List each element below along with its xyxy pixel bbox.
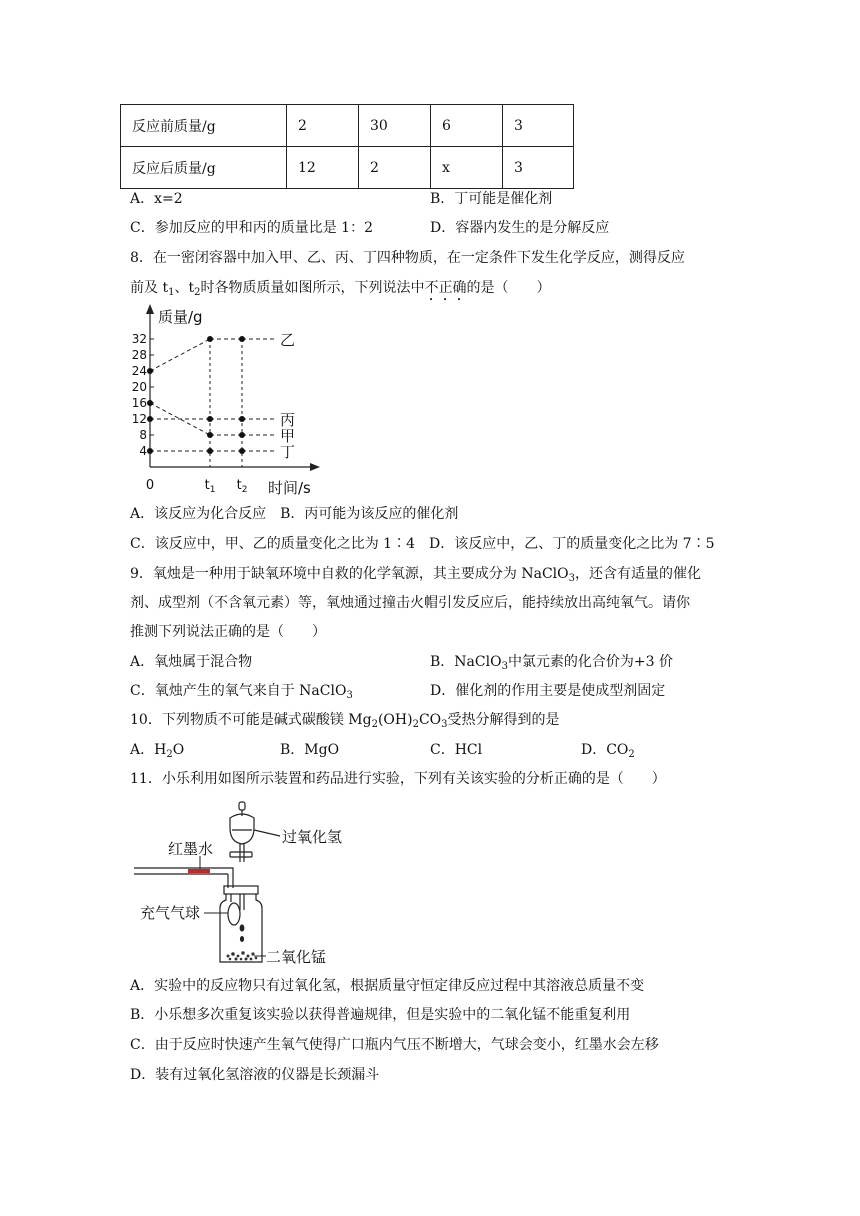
- red-ink-drop: [188, 869, 210, 873]
- y-tick-label: 28: [131, 348, 147, 362]
- y-tick-label: 8: [139, 428, 147, 442]
- data-point: [147, 368, 153, 374]
- q10-option-b: B．MgO: [280, 742, 340, 758]
- q8-option-ab: A．该反应为化合反应 B．丙可能为该反应的催化剂: [130, 506, 459, 522]
- mno2-powder: [227, 951, 258, 960]
- y-axis-label: 质量/g: [158, 308, 203, 326]
- q9-option-b: B．NaClO$_3$中氯元素的化合价为+3 价: [430, 654, 674, 672]
- q8-option-c: C．该反应中，甲、乙的质量变化之比为 1∶4: [130, 536, 415, 552]
- q9-option-a: A．氧烛属于混合物: [130, 654, 253, 670]
- y-axis-arrow: [146, 304, 154, 314]
- q7-option-b: B．丁可能是催化剂: [430, 191, 553, 207]
- horizontal-tube: [134, 868, 233, 888]
- emphasis-not-correct: 不正确: [424, 280, 467, 296]
- table-row: [121, 147, 574, 189]
- q11-option-d: D．装有过氧化氢溶液的仪器是长颈漏斗: [130, 1067, 380, 1083]
- y-tick-label: 12: [131, 412, 147, 426]
- h2o2-label: 过氧化氢: [282, 828, 343, 846]
- balloon-label: 充气气球: [140, 904, 201, 922]
- q7-option-a: A．x=2: [130, 191, 183, 207]
- q11-option-b: B．小乐想多次重复该实验以获得普遍规律，但是实验中的二氧化锰不能重复利用: [130, 1007, 631, 1023]
- q10-option-c: C．HCl: [430, 742, 483, 758]
- data-point: [207, 448, 213, 454]
- q11-stem: 11．小乐利用如图所示装置和药品进行实验，下列有关该实验的分析正确的是（ ）: [130, 771, 666, 787]
- y-tick-label: 4: [139, 444, 147, 458]
- table-cell: x: [431, 147, 503, 189]
- series-label-0: 乙: [280, 331, 296, 349]
- x-tick-label: $t_2$: [236, 478, 248, 495]
- y-tick-label: 24: [131, 364, 147, 378]
- q9-option-d: D．催化剂的作用主要是使成型剂固定: [430, 683, 666, 699]
- table-cell: 3: [503, 147, 574, 189]
- series-line: [150, 339, 210, 371]
- apparatus-figure: [130, 796, 350, 972]
- mno2-label: 二氧化锰: [266, 948, 327, 966]
- q7-option-c: C．参加反应的甲和丙的质量比是 1：2: [130, 220, 373, 236]
- table-cell: 反应前质量/g: [121, 105, 287, 147]
- data-point: [207, 432, 213, 438]
- data-point: [207, 336, 213, 342]
- q8-stem-line2: 前及 $t_1$、$t_2$时各物质质量如图所示，下列说法中不正确的是（ ）: [130, 280, 551, 298]
- q11-option-c: C．由于反应时快速产生氧气使得广口瓶内气压不断增大，气球会变小，红墨水会左移: [130, 1037, 659, 1053]
- q9-option-c: C．氧烛产生的氧气来自于 NaClO$_3$: [130, 683, 353, 701]
- data-point: [239, 448, 245, 454]
- data-point: [239, 336, 245, 342]
- y-tick-label: 20: [131, 380, 147, 394]
- q8-option-d: D．该反应中，乙、丁的质量变化之比为 7∶5: [429, 536, 715, 552]
- mass-time-chart: [130, 300, 350, 500]
- series-label-1: 丙: [280, 411, 296, 429]
- q9-stem-line3: 推测下列说法正确的是（ ）: [130, 624, 326, 640]
- x-tick-label: 0: [145, 478, 155, 493]
- data-point: [239, 432, 245, 438]
- data-point: [207, 416, 213, 422]
- x-tick-label: $t_1$: [204, 478, 216, 495]
- table-cell: 3: [503, 105, 574, 147]
- data-point: [239, 416, 245, 422]
- red-ink-label: 红墨水: [168, 840, 214, 858]
- wide-mouth-bottle: [220, 886, 262, 962]
- table-cell: 30: [359, 105, 431, 147]
- table-cell: 12: [287, 147, 359, 189]
- y-tick-label: 32: [131, 332, 147, 346]
- mass-table: [120, 104, 574, 189]
- separatory-funnel: [230, 802, 280, 862]
- q8-stem-line1: 8．在一密闭容器中加入甲、乙、丙、丁四种物质，在一定条件下发生化学反应，测得反应: [130, 250, 685, 266]
- q10-option-d: D．$CO_2$: [581, 742, 635, 760]
- table-row: [121, 105, 574, 147]
- table-cell: 6: [431, 105, 503, 147]
- q10-stem: 10．下列物质不可能是碱式碳酸镁 $Mg_2(OH)_2CO_3$受热分解得到的是: [130, 712, 560, 730]
- q9-stem-line1: 9．氧烛是一种用于缺氧环境中自救的化学氧源，其主要成分为 NaClO$_3$，还含有适量的催化: [130, 566, 701, 584]
- data-point: [147, 400, 153, 406]
- q10-option-a: A．$H_2O$: [130, 742, 185, 760]
- x-axis-arrow: [310, 463, 320, 471]
- q9-stem-line2: 剂、成型剂（不含氧元素）等，氧烛通过撞击火帽引发反应后，能持续放出高纯氧气。请你: [130, 595, 690, 611]
- q7-option-d: D．容器内发生的是分解反应: [430, 220, 610, 236]
- series-label-2: 甲: [280, 427, 296, 445]
- table-cell: 反应后质量/g: [121, 147, 287, 189]
- data-point: [147, 416, 153, 422]
- y-tick-label: 16: [131, 396, 147, 410]
- q11-option-a: A．实验中的反应物只有过氧化氢，根据质量守恒定律反应过程中其溶液总质量不变: [130, 978, 645, 994]
- table-cell: 2: [359, 147, 431, 189]
- table-cell: 2: [287, 105, 359, 147]
- x-axis-label: 时间/s: [268, 479, 311, 497]
- series-label-3: 丁: [280, 443, 296, 461]
- data-point: [147, 448, 153, 454]
